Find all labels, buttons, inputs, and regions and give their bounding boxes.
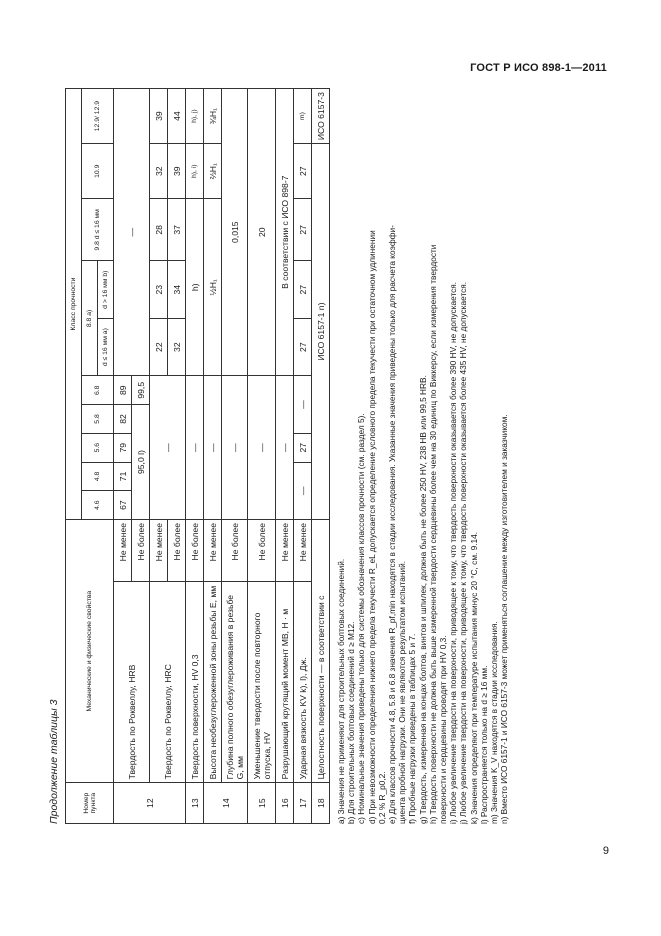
footnote: h) Твердость поверхности не должна быть выше измеренной твердости сердцевины более чем на 30 единиц по Виккерсу, если измерения твердости	[427, 244, 438, 824]
row-number: 15	[248, 783, 276, 824]
class-header: 5.6	[82, 433, 114, 462]
value-cell: —	[294, 376, 312, 433]
footnote: b) Для строительных болтовых соединений d ≥ M12.	[346, 621, 357, 824]
row-label: Твердость поверхности, HV 0,3	[186, 582, 204, 783]
class-header: 10.9	[82, 144, 114, 199]
row-label: Целостность поверхности — в соответствии с	[312, 519, 330, 782]
class-group-header: Класс прочности	[66, 89, 82, 520]
value-cell: —	[204, 376, 222, 520]
value-cell: 27	[294, 199, 312, 261]
limit-label: Не более	[168, 519, 186, 581]
value-cell: —	[222, 376, 248, 520]
row-number: 17	[294, 783, 312, 824]
value-cell: ½H₁	[204, 199, 222, 376]
value-cell: В соответствии с ИСО 898-7	[276, 89, 294, 376]
limit-label: Не менее	[294, 519, 312, 581]
footnote: k) Значения определяют при температуре испытания минус 20 °C, см. 9.14.	[468, 531, 479, 824]
row-label: Глубина полного обезуглероживания в резьбе G, мм	[222, 582, 248, 783]
col-num-header: Номер пункта	[66, 783, 114, 824]
value-cell: ИСО 6157-1 n)	[312, 144, 330, 520]
document-header: ГОСТ Р ИСО 898-1—2011	[470, 62, 607, 74]
footnote: n) Вместо ИСО 6157-1 и ИСО 6157-3 может применяться соглашение между изготовителем и заказчиком.	[499, 414, 510, 824]
value-cell: 34	[168, 261, 186, 318]
footnotes	[336, 80, 509, 824]
value-cell: ⅔H₁	[204, 144, 222, 199]
value-cell: ИСО 6157-3	[312, 89, 330, 144]
value-cell: —	[294, 462, 312, 519]
footnote: m) Значения K_V находятся в стадии исследования.	[489, 621, 500, 824]
limit-label: Не менее	[114, 519, 132, 581]
value-cell: ¾H₁	[204, 89, 222, 144]
footnote: a) Значения не применяют для строительных болтовых соединений.	[336, 558, 346, 824]
row-number: 18	[312, 783, 330, 824]
footnote: c) Номинальные значения приведены только для системы обозначения классов прочности (см. раздел 5).	[356, 413, 367, 824]
value-cell: 28	[150, 199, 168, 261]
value-cell: h)	[186, 199, 204, 376]
limit-label: Не более	[132, 519, 150, 581]
footnote: 0,2 % R_p0,2.	[376, 771, 387, 824]
limit-label: Не менее	[276, 519, 294, 581]
class-subheader: d ≤ 16 мм a)	[98, 318, 114, 375]
value-cell: h), j)	[186, 89, 204, 144]
value-cell: 82	[114, 405, 132, 434]
properties-table	[65, 88, 330, 824]
row-label: Твердость по Роквеллу, HRB	[114, 582, 150, 783]
limit-label: Не более	[186, 519, 204, 581]
value-cell: 32	[168, 318, 186, 375]
value-cell: —	[276, 376, 294, 520]
row-label: Разрушающий крутящий момент MB, Н · м	[276, 582, 294, 783]
value-cell: m)	[294, 89, 312, 144]
class-header: 8.8 a)	[82, 261, 98, 376]
class-header: 4.8	[82, 462, 114, 491]
value-cell: h), i)	[186, 144, 204, 199]
row-number: 13	[186, 783, 204, 824]
value-cell: 27	[294, 433, 312, 462]
value-cell: 37	[168, 199, 186, 261]
footnote: d) При невозможности определения нижнего предела текучести R_eL допускается определение условного предела текучести при остаточном удлинении	[366, 230, 377, 824]
class-header: 6.8	[82, 376, 114, 405]
row-label: Высота необезуглероженной зоны резьбы E, мм	[204, 582, 222, 783]
value-cell: 0,015	[222, 89, 248, 376]
rotated-sheet	[48, 60, 553, 830]
footnote: f) Пробные нагрузки приведены в таблицах 5 и 7.	[407, 633, 418, 824]
footnote: j) Любое увеличение твердости на поверхности, приводящее к тому, что твердость поверхности оказывается более 435 HV, не допускается.	[458, 281, 469, 824]
row-number: 16	[276, 783, 294, 824]
value-cell: 23	[150, 261, 168, 318]
value-cell: 71	[114, 462, 132, 491]
class-header: 9.8 d ≤ 16 мм	[82, 199, 114, 261]
row-label: Ударная вязкость KV k), l), Дж.	[294, 582, 312, 783]
value-cell: 20	[248, 89, 276, 376]
value-cell: —	[186, 376, 204, 520]
limit-label: Не менее	[150, 519, 168, 581]
value-cell: 89	[114, 376, 132, 405]
class-header: 4.6	[82, 491, 114, 520]
row-number: 14	[204, 783, 248, 824]
footnote: i) Любое увеличение твердости на поверхности, приводящее к тому, что твердость поверхности оказывается более 390 HV, не допускается.	[448, 281, 459, 824]
value-cell: 99,5	[132, 376, 150, 405]
footnote: l) Распространяется только на d ≥ 16 мм.	[478, 665, 489, 824]
footnote: e) Для классов прочности 4.8, 5.8 и 6.8 значения R_pf,min находятся в стадии исследования. Указанные значения приведены только для расчета коэффи-	[387, 225, 398, 824]
value-cell: 39	[168, 144, 186, 199]
value-cell: 44	[168, 89, 186, 144]
class-header: 5.8	[82, 405, 114, 434]
footnote: поверхности и сердцевины проводят при HV 0,3.	[438, 635, 449, 824]
col-property-header: Механические и физические свойства	[66, 519, 114, 782]
value-cell: —	[150, 376, 186, 520]
value-cell: 79	[114, 433, 132, 462]
row-label: Уменьшение твердости после повторного отпуска, HV	[248, 582, 276, 783]
row-label: Твердость по Роквеллу, HRC	[150, 582, 186, 783]
value-cell: 95,0 l)	[132, 405, 150, 520]
class-subheader: d > 16 мм b)	[98, 261, 114, 318]
class-header: 12.9/ 12.9	[82, 89, 114, 144]
page-number: 9	[602, 845, 609, 857]
value-cell: —	[248, 376, 276, 520]
footnote: циента пробной нагрузки. Они не являются результатом испытаний.	[397, 560, 408, 824]
limit-label: Не более	[222, 519, 248, 581]
table-caption: Продолжение таблицы 3	[48, 699, 60, 824]
value-cell: 22	[150, 318, 168, 375]
value-cell: 27	[294, 144, 312, 199]
limit-label: Не более	[248, 519, 276, 581]
row-number: 12	[114, 783, 186, 824]
value-cell: 27	[294, 261, 312, 318]
limit-label: Не менее	[204, 519, 222, 581]
footnote: g) Твердость, измеренная на концах болтов, винтов и шпилек, должна быть не более 250 HV, 238 HB или 99,5 HRB.	[417, 375, 428, 824]
value-cell: 32	[150, 144, 168, 199]
value-cell: —	[114, 89, 150, 376]
value-cell: 27	[294, 318, 312, 375]
value-cell: 39	[150, 89, 168, 144]
value-cell: 67	[114, 491, 132, 520]
